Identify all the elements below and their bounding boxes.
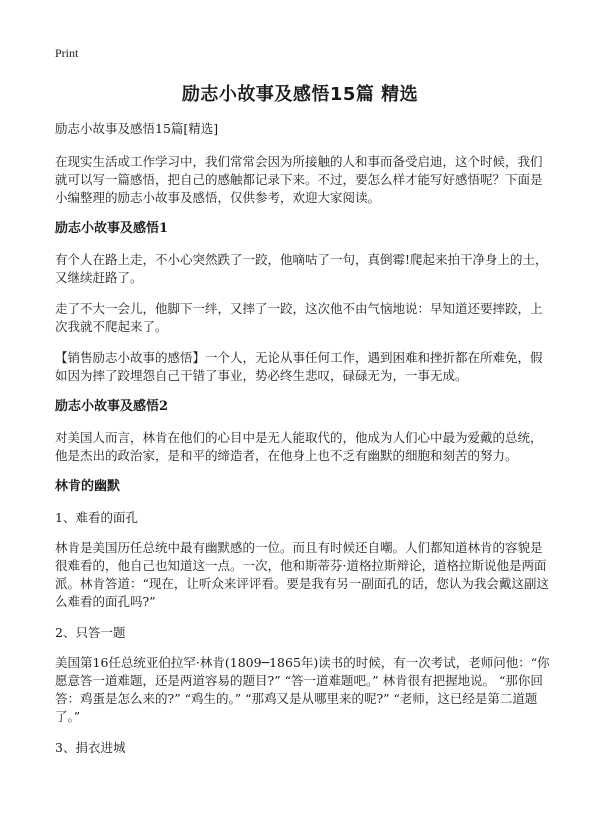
section1-paragraph-1: 有个人在路上走，不小心突然跌了一跤，他嘀咕了一句，真倒霉!爬起来拍干净身上的土，又继续赶路了。 bbox=[55, 252, 548, 285]
section2-paragraph-1: 对美国人而言，林肯在他们的心目中是无人能取代的，他成为人们心中最为爱戴的总统，他是杰出的政治家，是和平的缔造者，在他身上也不乏有幽默的细胞和刻苦的努力。 bbox=[55, 430, 543, 463]
subheading-item-1: 1、难看的面孔 bbox=[55, 510, 138, 525]
section3-paragraph-2: 美国第16任总统亚伯拉罕·林肯(1809─1865年)读书的时候，有一次考试，老师问他：“你愿意答一道难题，还是两道容易的题目?” “答一道难题吧。” 林肯很有把握地说。 “那你回答：鸡蛋是怎么来的?” “鸡生的。” “那鸡又是从哪里来的呢?” “老师，这已经是第二道题了。” bbox=[55, 655, 550, 724]
subheading-item-2: 2、只答一题 bbox=[55, 625, 126, 640]
document-title: 励志小故事及感悟15篇 精选 bbox=[181, 84, 419, 105]
print-link[interactable]: Print bbox=[55, 46, 79, 60]
section-heading-1: 励志小故事及感悟1 bbox=[55, 221, 169, 236]
intro-paragraph: 在现实生活或工作学习中，我们常常会因为所接触的人和事而备受启迪，这个时候，我们就可以写一篇感悟，把自己的感触都记录下来。不过，要怎么样才能写好感悟呢？下面是小编整理的励志小故事及感悟，仅供参考，欢迎大家阅读。 bbox=[55, 154, 543, 205]
document-body bbox=[55, 120, 551, 769]
section-heading-3: 林肯的幽默 bbox=[55, 479, 121, 494]
subheading-item-3: 3、捐衣进城 bbox=[55, 740, 126, 755]
section1-paragraph-2: 走了不大一会儿，他脚下一绊，又摔了一跤，这次他不由气恼地说：早知道还要摔跤，上次我就不爬起来了。 bbox=[55, 301, 543, 334]
document-subtitle: 励志小故事及感悟15篇[精选] bbox=[55, 121, 219, 136]
section3-paragraph-1: 林肯是美国历任总统中最有幽默感的一位。而且有时候还自嘲。人们都知道林肯的容貌是很难看的，他自己也知道这一点。一次，他和斯蒂芬·道格拉斯辩论，道格拉斯说他是两面派。林肯答道：“现在，让听众来评评看。要是我有另一副面孔的话，您认为我会戴这副这么难看的面孔吗?” bbox=[55, 540, 549, 609]
section-heading-2: 励志小故事及感悟2 bbox=[55, 399, 169, 414]
section1-paragraph-3: 【销售励志小故事的感悟】一个人，无论从事任何工作，遇到困难和挫折都在所难免，假如因为摔了跤埋怨自己干错了事业，势必终生悲叹，碌碌无为，一事无成。 bbox=[55, 350, 543, 383]
